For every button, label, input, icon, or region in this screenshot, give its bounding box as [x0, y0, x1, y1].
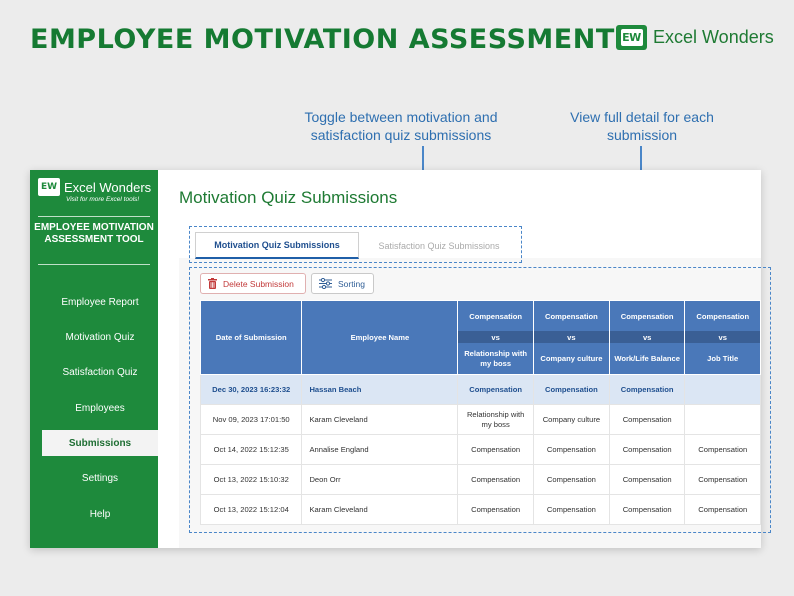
comparison-top: Compensation	[545, 311, 598, 321]
cell-date: Dec 30, 2023 16:23:32	[201, 375, 302, 405]
brand	[616, 25, 774, 50]
sidebar-tagline[interactable]: Visit for more Excel tools!	[66, 196, 140, 203]
tabs-callout: Toggle between motivation and satisfaction quiz submissions	[304, 109, 498, 143]
cell-answer: Compensation	[685, 465, 761, 495]
cell-answer: Compensation	[533, 495, 609, 525]
cell-answer: Compensation	[533, 465, 609, 495]
comparison-vs: vs	[534, 331, 609, 343]
content-title: Motivation Quiz Submissions	[179, 188, 398, 207]
comparison-top: Compensation	[696, 311, 750, 321]
cell-employee-name: Deon Orr	[302, 465, 458, 495]
sidebar-logo-text: EW	[40, 182, 58, 192]
comparison-vs: vs	[458, 331, 533, 343]
sidebar-item-submissions[interactable]: Submissions	[42, 430, 158, 456]
tab-satisfaction-submissions[interactable]: Satisfaction Quiz Submissions	[378, 240, 500, 251]
column-header-employee-name[interactable]: Employee Name	[302, 301, 458, 375]
sidebar-item-help[interactable]: Help	[89, 508, 111, 520]
comparison-vs: vs	[685, 331, 760, 343]
cell-answer: Compensation	[458, 495, 534, 525]
tabs-highlight-box	[189, 226, 522, 263]
cell-date: Oct 14, 2022 15:12:35	[201, 435, 302, 465]
cell-answer: Compensation	[685, 495, 761, 525]
cell-answer: Compensation	[458, 375, 534, 405]
sidebar	[30, 170, 158, 548]
cell-date: Oct 13, 2022 15:10:32	[201, 465, 302, 495]
excel-wonders-logo-icon	[616, 25, 647, 50]
cell-answer: Compensation	[533, 375, 609, 405]
sidebar-brand	[38, 178, 151, 196]
delete-submission-label: Delete Submission	[223, 278, 294, 289]
sidebar-divider	[38, 216, 150, 217]
comparison-top: Compensation	[620, 311, 674, 321]
sidebar-logo-icon	[38, 178, 60, 196]
page-title: EMPLOYEE MOTIVATION ASSESSMENT	[30, 24, 615, 55]
cell-answer: Compensation	[609, 375, 685, 405]
cell-answer: Compensation	[685, 435, 761, 465]
sidebar-item-motivation-quiz[interactable]: Motivation Quiz	[65, 331, 135, 343]
comparison-bottom: Company culture	[540, 353, 603, 363]
cell-date: Oct 13, 2022 15:12:04	[201, 495, 302, 525]
detail-callout: View full detail for each submission	[570, 109, 714, 143]
cell-answer: Compensation	[458, 465, 534, 495]
cell-answer: Company culture	[533, 405, 609, 435]
comparison-top: Compensation	[469, 311, 523, 321]
tab-motivation-submissions[interactable]: Motivation Quiz Submissions	[195, 232, 359, 259]
cell-answer: Compensation	[533, 435, 609, 465]
comparison-bottom: Work/Life Balance	[614, 353, 681, 363]
table-highlight-box	[189, 267, 771, 533]
cell-date: Nov 09, 2023 17:01:50	[201, 405, 302, 435]
tool-title: EMPLOYEE MOTIVATION ASSESSMENT TOOL	[34, 222, 154, 245]
sidebar-divider	[38, 264, 150, 265]
comparison-bottom: Relationship with my boss	[464, 348, 528, 368]
cell-answer: Compensation	[609, 435, 685, 465]
cell-employee-name: Hassan Beach	[302, 375, 458, 405]
logo-text: EW	[622, 31, 641, 44]
cell-answer: Relationship with my boss	[458, 405, 534, 435]
cell-answer: Compensation	[609, 495, 685, 525]
cell-employee-name: Karam Cleveland	[302, 495, 458, 525]
sidebar-item-satisfaction-quiz[interactable]: Satisfaction Quiz	[62, 366, 138, 378]
brand-name: Excel Wonders	[653, 27, 774, 47]
sidebar-brand-name: Excel Wonders	[64, 179, 152, 195]
sidebar-item-employees[interactable]: Employees	[75, 402, 125, 414]
cell-answer: Compensation	[609, 405, 685, 435]
comparison-bottom: Job Title	[707, 353, 739, 363]
sidebar-item-settings[interactable]: Settings	[81, 472, 119, 484]
cell-answer: Compensation	[609, 465, 685, 495]
cell-answer: Compensation	[458, 435, 534, 465]
sorting-label: Sorting	[338, 278, 365, 289]
comparison-vs: vs	[610, 331, 685, 343]
cell-employee-name: Annalise England	[302, 435, 458, 465]
column-header-date[interactable]: Date of Submission	[201, 301, 302, 375]
cell-employee-name: Karam Cleveland	[302, 405, 458, 435]
sidebar-item-employee-report[interactable]: Employee Report	[61, 296, 139, 308]
